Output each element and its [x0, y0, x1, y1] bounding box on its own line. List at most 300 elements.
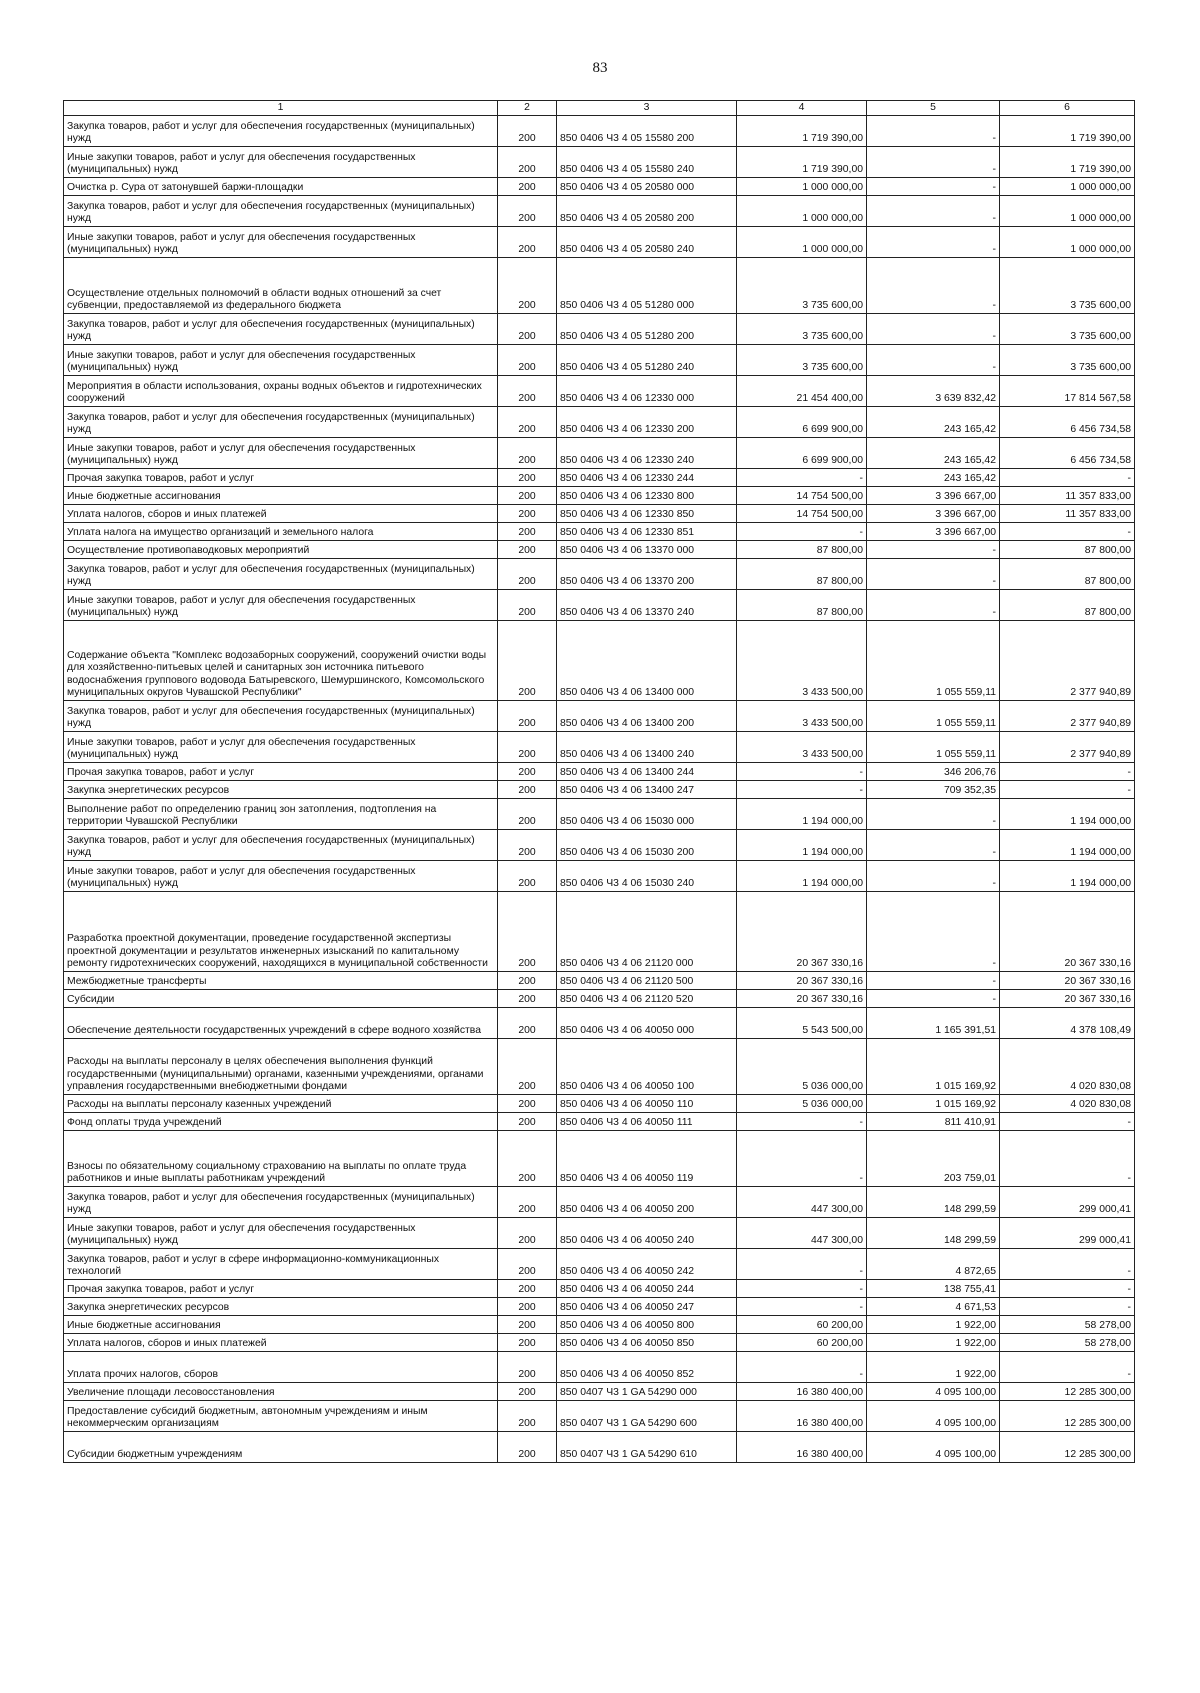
- row-admin-code: 200: [498, 1131, 557, 1187]
- row-approved-amount: 20 367 330,16: [737, 972, 867, 990]
- table-row: [64, 147, 1135, 178]
- table-row: [64, 1334, 1135, 1352]
- row-approved-amount: 3 735 600,00: [737, 314, 867, 345]
- table-row: [64, 1095, 1135, 1113]
- row-classification-code: 850 0406 Ч3 4 06 40050 200: [557, 1187, 737, 1218]
- row-admin-code: 200: [498, 1218, 557, 1249]
- row-executed-amount: 1 015 169,92: [867, 1095, 1000, 1113]
- row-remaining-amount: -: [1000, 1113, 1135, 1131]
- row-approved-amount: 16 380 400,00: [737, 1401, 867, 1432]
- row-name: Закупка товаров, работ и услуг в сфере информационно-коммуникационных технологий: [64, 1249, 498, 1280]
- row-approved-amount: 447 300,00: [737, 1187, 867, 1218]
- table-row: [64, 1187, 1135, 1218]
- row-admin-code: 200: [498, 407, 557, 438]
- row-admin-code: 200: [498, 1383, 557, 1401]
- row-name: Закупка энергетических ресурсов: [64, 1298, 498, 1316]
- row-admin-code: 200: [498, 541, 557, 559]
- row-remaining-amount: 4 020 830,08: [1000, 1095, 1135, 1113]
- row-remaining-amount: -: [1000, 1280, 1135, 1298]
- table-row: [64, 438, 1135, 469]
- table-row: [64, 1383, 1135, 1401]
- row-name: Иные закупки товаров, работ и услуг для обеспечения государственных (муниципальных) нужд: [64, 1218, 498, 1249]
- row-approved-amount: 5 036 000,00: [737, 1095, 867, 1113]
- row-name: Закупка товаров, работ и услуг для обеспечения государственных (муниципальных) нужд: [64, 407, 498, 438]
- row-admin-code: 200: [498, 830, 557, 861]
- row-classification-code: 850 0406 Ч3 4 06 12330 240: [557, 438, 737, 469]
- row-name: Иные бюджетные ассигнования: [64, 1316, 498, 1334]
- row-approved-amount: 3 735 600,00: [737, 258, 867, 314]
- row-name: Закупка товаров, работ и услуг для обеспечения государственных (муниципальных) нужд: [64, 1187, 498, 1218]
- header-col-2: 2: [498, 101, 557, 116]
- table-row: [64, 621, 1135, 701]
- row-executed-amount: -: [867, 972, 1000, 990]
- table-body: [64, 116, 1135, 1463]
- row-name: Закупка товаров, работ и услуг для обеспечения государственных (муниципальных) нужд: [64, 116, 498, 147]
- row-executed-amount: -: [867, 196, 1000, 227]
- row-executed-amount: 1 015 169,92: [867, 1039, 1000, 1095]
- row-executed-amount: -: [867, 830, 1000, 861]
- row-name: Мероприятия в области использования, охраны водных объектов и гидротехнических сооружений: [64, 376, 498, 407]
- row-name: Иные закупки товаров, работ и услуг для обеспечения государственных (муниципальных) нужд: [64, 590, 498, 621]
- row-approved-amount: -: [737, 1113, 867, 1131]
- row-executed-amount: 346 206,76: [867, 763, 1000, 781]
- row-executed-amount: 1 922,00: [867, 1334, 1000, 1352]
- table-row: [64, 990, 1135, 1008]
- row-name: Уплата налогов, сборов и иных платежей: [64, 1334, 498, 1352]
- row-classification-code: 850 0406 Ч3 4 05 20580 200: [557, 196, 737, 227]
- row-classification-code: 850 0406 Ч3 4 06 40050 242: [557, 1249, 737, 1280]
- row-approved-amount: 5 543 500,00: [737, 1008, 867, 1039]
- row-remaining-amount: 299 000,41: [1000, 1187, 1135, 1218]
- row-classification-code: 850 0407 Ч3 1 GA 54290 600: [557, 1401, 737, 1432]
- row-approved-amount: -: [737, 1298, 867, 1316]
- row-executed-amount: -: [867, 345, 1000, 376]
- row-approved-amount: -: [737, 523, 867, 541]
- row-admin-code: 200: [498, 799, 557, 830]
- row-admin-code: 200: [498, 559, 557, 590]
- row-name: Прочая закупка товаров, работ и услуг: [64, 469, 498, 487]
- row-name: Очистка р. Сура от затонувшей баржи-площадки: [64, 178, 498, 196]
- row-remaining-amount: 6 456 734,58: [1000, 407, 1135, 438]
- row-classification-code: 850 0406 Ч3 4 06 21120 500: [557, 972, 737, 990]
- row-approved-amount: 1 719 390,00: [737, 147, 867, 178]
- row-classification-code: 850 0406 Ч3 4 06 12330 800: [557, 487, 737, 505]
- table-row: [64, 505, 1135, 523]
- row-remaining-amount: 1 000 000,00: [1000, 196, 1135, 227]
- row-executed-amount: 709 352,35: [867, 781, 1000, 799]
- table-row: [64, 523, 1135, 541]
- row-classification-code: 850 0407 Ч3 1 GA 54290 000: [557, 1383, 737, 1401]
- row-executed-amount: 1 922,00: [867, 1316, 1000, 1334]
- row-executed-amount: 4 671,53: [867, 1298, 1000, 1316]
- row-executed-amount: 203 759,01: [867, 1131, 1000, 1187]
- row-executed-amount: 1 055 559,11: [867, 701, 1000, 732]
- row-classification-code: 850 0406 Ч3 4 05 20580 000: [557, 178, 737, 196]
- row-remaining-amount: -: [1000, 1131, 1135, 1187]
- row-admin-code: 200: [498, 345, 557, 376]
- row-remaining-amount: 20 367 330,16: [1000, 990, 1135, 1008]
- row-name: Иные закупки товаров, работ и услуг для обеспечения государственных (муниципальных) нужд: [64, 732, 498, 763]
- row-admin-code: 200: [498, 1095, 557, 1113]
- row-classification-code: 850 0406 Ч3 4 06 13370 200: [557, 559, 737, 590]
- row-admin-code: 200: [498, 1249, 557, 1280]
- row-executed-amount: 148 299,59: [867, 1218, 1000, 1249]
- row-executed-amount: 243 165,42: [867, 438, 1000, 469]
- row-remaining-amount: -: [1000, 763, 1135, 781]
- row-remaining-amount: 17 814 567,58: [1000, 376, 1135, 407]
- row-name: Фонд оплаты труда учреждений: [64, 1113, 498, 1131]
- table-row: [64, 892, 1135, 972]
- row-remaining-amount: 1 194 000,00: [1000, 830, 1135, 861]
- table-row: [64, 701, 1135, 732]
- table-row: [64, 830, 1135, 861]
- row-remaining-amount: 2 377 940,89: [1000, 701, 1135, 732]
- row-remaining-amount: -: [1000, 1298, 1135, 1316]
- row-name: Осуществление противопаводковых мероприятий: [64, 541, 498, 559]
- row-name: Закупка товаров, работ и услуг для обеспечения государственных (муниципальных) нужд: [64, 701, 498, 732]
- table-row: [64, 559, 1135, 590]
- table-row: [64, 732, 1135, 763]
- row-executed-amount: -: [867, 541, 1000, 559]
- row-classification-code: 850 0406 Ч3 4 06 13400 000: [557, 621, 737, 701]
- row-approved-amount: -: [737, 1131, 867, 1187]
- row-admin-code: 200: [498, 227, 557, 258]
- row-approved-amount: 87 800,00: [737, 559, 867, 590]
- row-executed-amount: 3 396 667,00: [867, 505, 1000, 523]
- row-name: Иные закупки товаров, работ и услуг для обеспечения государственных (муниципальных) нужд: [64, 227, 498, 258]
- row-executed-amount: 3 396 667,00: [867, 487, 1000, 505]
- row-executed-amount: -: [867, 314, 1000, 345]
- row-executed-amount: -: [867, 559, 1000, 590]
- row-remaining-amount: 3 735 600,00: [1000, 258, 1135, 314]
- table-row: [64, 1249, 1135, 1280]
- row-admin-code: 200: [498, 196, 557, 227]
- table-row: [64, 345, 1135, 376]
- row-remaining-amount: 20 367 330,16: [1000, 892, 1135, 972]
- row-admin-code: 200: [498, 258, 557, 314]
- row-name: Иные закупки товаров, работ и услуг для обеспечения государственных (муниципальных) нужд: [64, 147, 498, 178]
- row-admin-code: 200: [498, 590, 557, 621]
- table-row: [64, 1218, 1135, 1249]
- row-remaining-amount: -: [1000, 1249, 1135, 1280]
- row-classification-code: 850 0406 Ч3 4 06 40050 800: [557, 1316, 737, 1334]
- row-executed-amount: -: [867, 147, 1000, 178]
- row-remaining-amount: -: [1000, 1352, 1135, 1383]
- row-admin-code: 200: [498, 1298, 557, 1316]
- row-classification-code: 850 0406 Ч3 4 06 13370 240: [557, 590, 737, 621]
- row-name: Увеличение площади лесовосстановления: [64, 1383, 498, 1401]
- row-classification-code: 850 0406 Ч3 4 06 13400 247: [557, 781, 737, 799]
- table-row: [64, 1352, 1135, 1383]
- row-classification-code: 850 0406 Ч3 4 06 12330 000: [557, 376, 737, 407]
- row-classification-code: 850 0406 Ч3 4 06 13370 000: [557, 541, 737, 559]
- header-col-3: 3: [557, 101, 737, 116]
- row-name: Закупка товаров, работ и услуг для обеспечения государственных (муниципальных) нужд: [64, 314, 498, 345]
- row-remaining-amount: -: [1000, 523, 1135, 541]
- row-remaining-amount: 58 278,00: [1000, 1316, 1135, 1334]
- table-row: [64, 1113, 1135, 1131]
- row-approved-amount: 16 380 400,00: [737, 1432, 867, 1463]
- row-admin-code: 200: [498, 1113, 557, 1131]
- row-approved-amount: 87 800,00: [737, 541, 867, 559]
- table-row: [64, 469, 1135, 487]
- row-approved-amount: 1 194 000,00: [737, 830, 867, 861]
- table-row: [64, 590, 1135, 621]
- table-row: [64, 1432, 1135, 1463]
- row-remaining-amount: 1 000 000,00: [1000, 178, 1135, 196]
- table-row: [64, 116, 1135, 147]
- row-admin-code: 200: [498, 438, 557, 469]
- row-admin-code: 200: [498, 505, 557, 523]
- page-number: 83: [592, 60, 608, 76]
- row-approved-amount: 1 000 000,00: [737, 227, 867, 258]
- table-row: [64, 541, 1135, 559]
- row-admin-code: 200: [498, 487, 557, 505]
- row-approved-amount: 3 433 500,00: [737, 732, 867, 763]
- row-admin-code: 200: [498, 1352, 557, 1383]
- row-admin-code: 200: [498, 116, 557, 147]
- table-row: [64, 1316, 1135, 1334]
- row-remaining-amount: 6 456 734,58: [1000, 438, 1135, 469]
- table-row: [64, 258, 1135, 314]
- row-approved-amount: 6 699 900,00: [737, 407, 867, 438]
- row-classification-code: 850 0406 Ч3 4 05 20580 240: [557, 227, 737, 258]
- row-remaining-amount: 87 800,00: [1000, 541, 1135, 559]
- row-admin-code: 200: [498, 1008, 557, 1039]
- row-remaining-amount: 1 719 390,00: [1000, 116, 1135, 147]
- table-row: [64, 376, 1135, 407]
- row-classification-code: 850 0407 Ч3 1 GA 54290 610: [557, 1432, 737, 1463]
- row-executed-amount: -: [867, 227, 1000, 258]
- row-classification-code: 850 0406 Ч3 4 06 40050 240: [557, 1218, 737, 1249]
- row-executed-amount: -: [867, 116, 1000, 147]
- row-executed-amount: 4 095 100,00: [867, 1432, 1000, 1463]
- row-approved-amount: 5 036 000,00: [737, 1039, 867, 1095]
- row-classification-code: 850 0406 Ч3 4 06 12330 200: [557, 407, 737, 438]
- row-remaining-amount: 12 285 300,00: [1000, 1401, 1135, 1432]
- row-approved-amount: 20 367 330,16: [737, 990, 867, 1008]
- row-approved-amount: -: [737, 469, 867, 487]
- row-approved-amount: 1 000 000,00: [737, 196, 867, 227]
- table-row: [64, 1039, 1135, 1095]
- budget-table: [63, 100, 1135, 1463]
- row-remaining-amount: 1 194 000,00: [1000, 799, 1135, 830]
- row-approved-amount: 1 719 390,00: [737, 116, 867, 147]
- row-remaining-amount: 12 285 300,00: [1000, 1432, 1135, 1463]
- row-classification-code: 850 0406 Ч3 4 06 40050 244: [557, 1280, 737, 1298]
- row-name: Разработка проектной документации, проведение государственной экспертизы проектной документации и результатов инженерных изысканий по капитальному ремонту гидротехнических сооружений, находящихся в муниципальной собственности: [64, 892, 498, 972]
- row-name: Расходы на выплаты персоналу казенных учреждений: [64, 1095, 498, 1113]
- row-approved-amount: 1 000 000,00: [737, 178, 867, 196]
- row-remaining-amount: 1 194 000,00: [1000, 861, 1135, 892]
- row-admin-code: 200: [498, 469, 557, 487]
- row-remaining-amount: 1 000 000,00: [1000, 227, 1135, 258]
- row-admin-code: 200: [498, 972, 557, 990]
- row-executed-amount: 1 055 559,11: [867, 621, 1000, 701]
- table-row: [64, 1131, 1135, 1187]
- row-approved-amount: 20 367 330,16: [737, 892, 867, 972]
- row-classification-code: 850 0406 Ч3 4 05 51280 240: [557, 345, 737, 376]
- row-admin-code: 200: [498, 376, 557, 407]
- row-remaining-amount: 3 735 600,00: [1000, 314, 1135, 345]
- row-admin-code: 200: [498, 178, 557, 196]
- row-executed-amount: 3 396 667,00: [867, 523, 1000, 541]
- row-classification-code: 850 0406 Ч3 4 06 40050 100: [557, 1039, 737, 1095]
- row-classification-code: 850 0406 Ч3 4 06 40050 852: [557, 1352, 737, 1383]
- table-row: [64, 178, 1135, 196]
- row-remaining-amount: -: [1000, 469, 1135, 487]
- row-name: Осуществление отдельных полномочий в области водных отношений за счет субвенции, предоставляемой из федерального бюджета: [64, 258, 498, 314]
- row-remaining-amount: 4 378 108,49: [1000, 1008, 1135, 1039]
- table-row: [64, 407, 1135, 438]
- table-row: [64, 861, 1135, 892]
- row-classification-code: 850 0406 Ч3 4 06 40050 000: [557, 1008, 737, 1039]
- row-approved-amount: 6 699 900,00: [737, 438, 867, 469]
- row-name: Расходы на выплаты персоналу в целях обеспечения выполнения функций государственными (муниципальными) органами, казенными учреждениями, органами управления государственными внебюджетными фондами: [64, 1039, 498, 1095]
- table-row: [64, 781, 1135, 799]
- table-row: [64, 227, 1135, 258]
- row-name: Уплата налогов, сборов и иных платежей: [64, 505, 498, 523]
- row-admin-code: 200: [498, 781, 557, 799]
- row-executed-amount: -: [867, 178, 1000, 196]
- row-admin-code: 200: [498, 701, 557, 732]
- row-remaining-amount: 2 377 940,89: [1000, 621, 1135, 701]
- row-admin-code: 200: [498, 892, 557, 972]
- row-admin-code: 200: [498, 147, 557, 178]
- row-classification-code: 850 0406 Ч3 4 05 51280 200: [557, 314, 737, 345]
- row-remaining-amount: 299 000,41: [1000, 1218, 1135, 1249]
- row-name: Межбюджетные трансферты: [64, 972, 498, 990]
- row-admin-code: 200: [498, 1316, 557, 1334]
- row-approved-amount: 447 300,00: [737, 1218, 867, 1249]
- table-row: [64, 314, 1135, 345]
- table-row: [64, 1008, 1135, 1039]
- row-remaining-amount: 2 377 940,89: [1000, 732, 1135, 763]
- row-executed-amount: 1 165 391,51: [867, 1008, 1000, 1039]
- row-name: Иные бюджетные ассигнования: [64, 487, 498, 505]
- row-remaining-amount: 11 357 833,00: [1000, 487, 1135, 505]
- row-executed-amount: -: [867, 892, 1000, 972]
- row-admin-code: 200: [498, 1039, 557, 1095]
- row-admin-code: 200: [498, 732, 557, 763]
- row-executed-amount: 3 639 832,42: [867, 376, 1000, 407]
- row-remaining-amount: 87 800,00: [1000, 590, 1135, 621]
- row-remaining-amount: 11 357 833,00: [1000, 505, 1135, 523]
- row-approved-amount: 60 200,00: [737, 1316, 867, 1334]
- row-executed-amount: -: [867, 258, 1000, 314]
- row-admin-code: 200: [498, 523, 557, 541]
- row-approved-amount: 1 194 000,00: [737, 799, 867, 830]
- row-classification-code: 850 0406 Ч3 4 06 15030 240: [557, 861, 737, 892]
- header-col-6: 6: [1000, 101, 1135, 116]
- row-remaining-amount: 87 800,00: [1000, 559, 1135, 590]
- row-admin-code: 200: [498, 1187, 557, 1218]
- header-col-5: 5: [867, 101, 1000, 116]
- row-admin-code: 200: [498, 861, 557, 892]
- row-remaining-amount: 4 020 830,08: [1000, 1039, 1135, 1095]
- row-name: Выполнение работ по определению границ зон затопления, подтопления на территории Чувашской Республики: [64, 799, 498, 830]
- row-classification-code: 850 0406 Ч3 4 06 40050 111: [557, 1113, 737, 1131]
- table-row: [64, 196, 1135, 227]
- table-row: [64, 1280, 1135, 1298]
- row-classification-code: 850 0406 Ч3 4 06 13400 244: [557, 763, 737, 781]
- row-admin-code: 200: [498, 1401, 557, 1432]
- row-name: Предоставление субсидий бюджетным, автономным учреждениям и иным некоммерческим организациям: [64, 1401, 498, 1432]
- table-row: [64, 1298, 1135, 1316]
- row-approved-amount: 16 380 400,00: [737, 1383, 867, 1401]
- row-admin-code: 200: [498, 1280, 557, 1298]
- row-name: Взносы по обязательному социальному страхованию на выплаты по оплате труда работников и иные выплаты работникам учреждений: [64, 1131, 498, 1187]
- table-row: [64, 487, 1135, 505]
- row-name: Прочая закупка товаров, работ и услуг: [64, 1280, 498, 1298]
- table-row: [64, 799, 1135, 830]
- row-remaining-amount: 58 278,00: [1000, 1334, 1135, 1352]
- row-approved-amount: 87 800,00: [737, 590, 867, 621]
- row-executed-amount: 243 165,42: [867, 469, 1000, 487]
- table-row: [64, 972, 1135, 990]
- table-row: [64, 763, 1135, 781]
- row-remaining-amount: -: [1000, 781, 1135, 799]
- row-approved-amount: 14 754 500,00: [737, 487, 867, 505]
- row-name: Прочая закупка товаров, работ и услуг: [64, 763, 498, 781]
- row-remaining-amount: 1 719 390,00: [1000, 147, 1135, 178]
- row-approved-amount: 3 433 500,00: [737, 621, 867, 701]
- row-admin-code: 200: [498, 314, 557, 345]
- row-classification-code: 850 0406 Ч3 4 05 51280 000: [557, 258, 737, 314]
- row-executed-amount: 148 299,59: [867, 1187, 1000, 1218]
- row-executed-amount: 243 165,42: [867, 407, 1000, 438]
- row-classification-code: 850 0406 Ч3 4 06 40050 850: [557, 1334, 737, 1352]
- row-approved-amount: -: [737, 1352, 867, 1383]
- row-executed-amount: 4 095 100,00: [867, 1383, 1000, 1401]
- row-executed-amount: -: [867, 799, 1000, 830]
- row-name: Субсидии бюджетным учреждениям: [64, 1432, 498, 1463]
- row-admin-code: 200: [498, 1432, 557, 1463]
- row-remaining-amount: 20 367 330,16: [1000, 972, 1135, 990]
- row-executed-amount: -: [867, 590, 1000, 621]
- row-classification-code: 850 0406 Ч3 4 06 12330 851: [557, 523, 737, 541]
- row-name: Иные закупки товаров, работ и услуг для обеспечения государственных (муниципальных) нужд: [64, 861, 498, 892]
- row-classification-code: 850 0406 Ч3 4 06 13400 200: [557, 701, 737, 732]
- row-classification-code: 850 0406 Ч3 4 06 13400 240: [557, 732, 737, 763]
- row-executed-amount: 138 755,41: [867, 1280, 1000, 1298]
- row-admin-code: 200: [498, 1334, 557, 1352]
- row-name: Закупка товаров, работ и услуг для обеспечения государственных (муниципальных) нужд: [64, 559, 498, 590]
- row-classification-code: 850 0406 Ч3 4 06 40050 119: [557, 1131, 737, 1187]
- row-classification-code: 850 0406 Ч3 4 06 40050 247: [557, 1298, 737, 1316]
- row-classification-code: 850 0406 Ч3 4 06 15030 000: [557, 799, 737, 830]
- row-approved-amount: 21 454 400,00: [737, 376, 867, 407]
- row-executed-amount: 811 410,91: [867, 1113, 1000, 1131]
- row-approved-amount: 3 735 600,00: [737, 345, 867, 376]
- row-approved-amount: 60 200,00: [737, 1334, 867, 1352]
- row-name: Закупка товаров, работ и услуг для обеспечения государственных (муниципальных) нужд: [64, 196, 498, 227]
- row-classification-code: 850 0406 Ч3 4 06 21120 520: [557, 990, 737, 1008]
- row-approved-amount: -: [737, 781, 867, 799]
- row-approved-amount: 14 754 500,00: [737, 505, 867, 523]
- row-admin-code: 200: [498, 990, 557, 1008]
- row-name: Закупка товаров, работ и услуг для обеспечения государственных (муниципальных) нужд: [64, 830, 498, 861]
- header-col-1: 1: [64, 101, 498, 116]
- header-row: [64, 101, 1135, 116]
- header-col-4: 4: [737, 101, 867, 116]
- row-name: Уплата налога на имущество организаций и земельного налога: [64, 523, 498, 541]
- row-approved-amount: -: [737, 763, 867, 781]
- row-remaining-amount: 3 735 600,00: [1000, 345, 1135, 376]
- row-executed-amount: 4 095 100,00: [867, 1401, 1000, 1432]
- row-classification-code: 850 0406 Ч3 4 05 15580 200: [557, 116, 737, 147]
- row-name: Уплата прочих налогов, сборов: [64, 1352, 498, 1383]
